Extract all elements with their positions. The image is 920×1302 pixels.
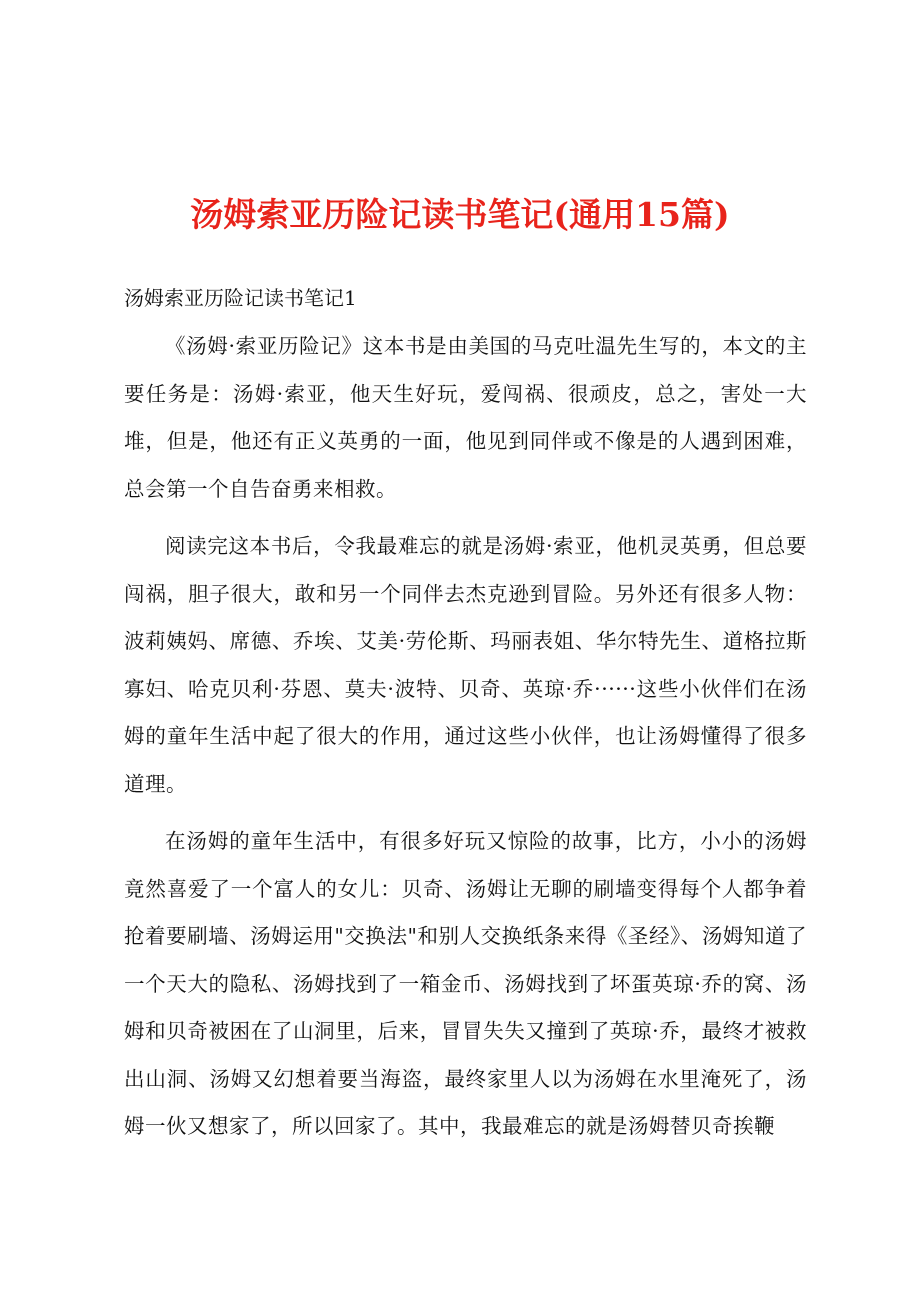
paragraph-1: 《汤姆·索亚历险记》这本书是由美国的马克吐温先生写的，本文的主要任务是：汤姆·索亚，他天生好玩，爱闯祸、很顽皮，总之，害处一大堆，但是，他还有正义英勇的一面，他见到同伴或不像是的人遇到困难，总会第一个自告奋勇来相救。 xyxy=(124,334,807,501)
document-title: 汤姆索亚历险记读书笔记(通用15篇) xyxy=(190,195,730,234)
paragraph-3: 在汤姆的童年生活中，有很多好玩又惊险的故事，比方，小小的汤姆竟然喜爱了一个富人的女儿：贝奇、汤姆让无聊的刷墙变得每个人都争着抢着要刷墙、汤姆运用"交换法"和别人交换纸条来得《圣经》、汤姆知道了一个天大的隐私、汤姆找到了一箱金币、汤姆找到了坏蛋英琼·乔的窝、汤姆和贝奇被困在了山洞里，后来，冒冒失失又撞到了英琼·乔，最终才被救出山洞、汤姆又幻想着要当海盗，最终家里人以为汤姆在水里淹死了，汤姆一伙又想家了，所以回家了。其中，我最难忘的就是汤姆替贝奇挨鞭 xyxy=(124,829,807,1138)
paragraph-2: 阅读完这本书后，令我最难忘的就是汤姆·索亚，他机灵英勇，但总要闯祸，胆子很大，敢和另一个同伴去杰克逊到冒险。另外还有很多人物：波莉姨妈、席德、乔埃、艾美·劳伦斯、玛丽表姐、华尔特先生、道格拉斯寡妇、哈克贝利·芬恩、莫夫·波特、贝奇、英琼·乔······这些小伙伴们在汤姆的童年生活中起了很大的作用，通过这些小伙伴，也让汤姆懂得了很多道理。 xyxy=(124,534,807,796)
document-body xyxy=(124,323,807,1161)
section-heading: 汤姆索亚历险记读书笔记1 xyxy=(124,286,357,310)
